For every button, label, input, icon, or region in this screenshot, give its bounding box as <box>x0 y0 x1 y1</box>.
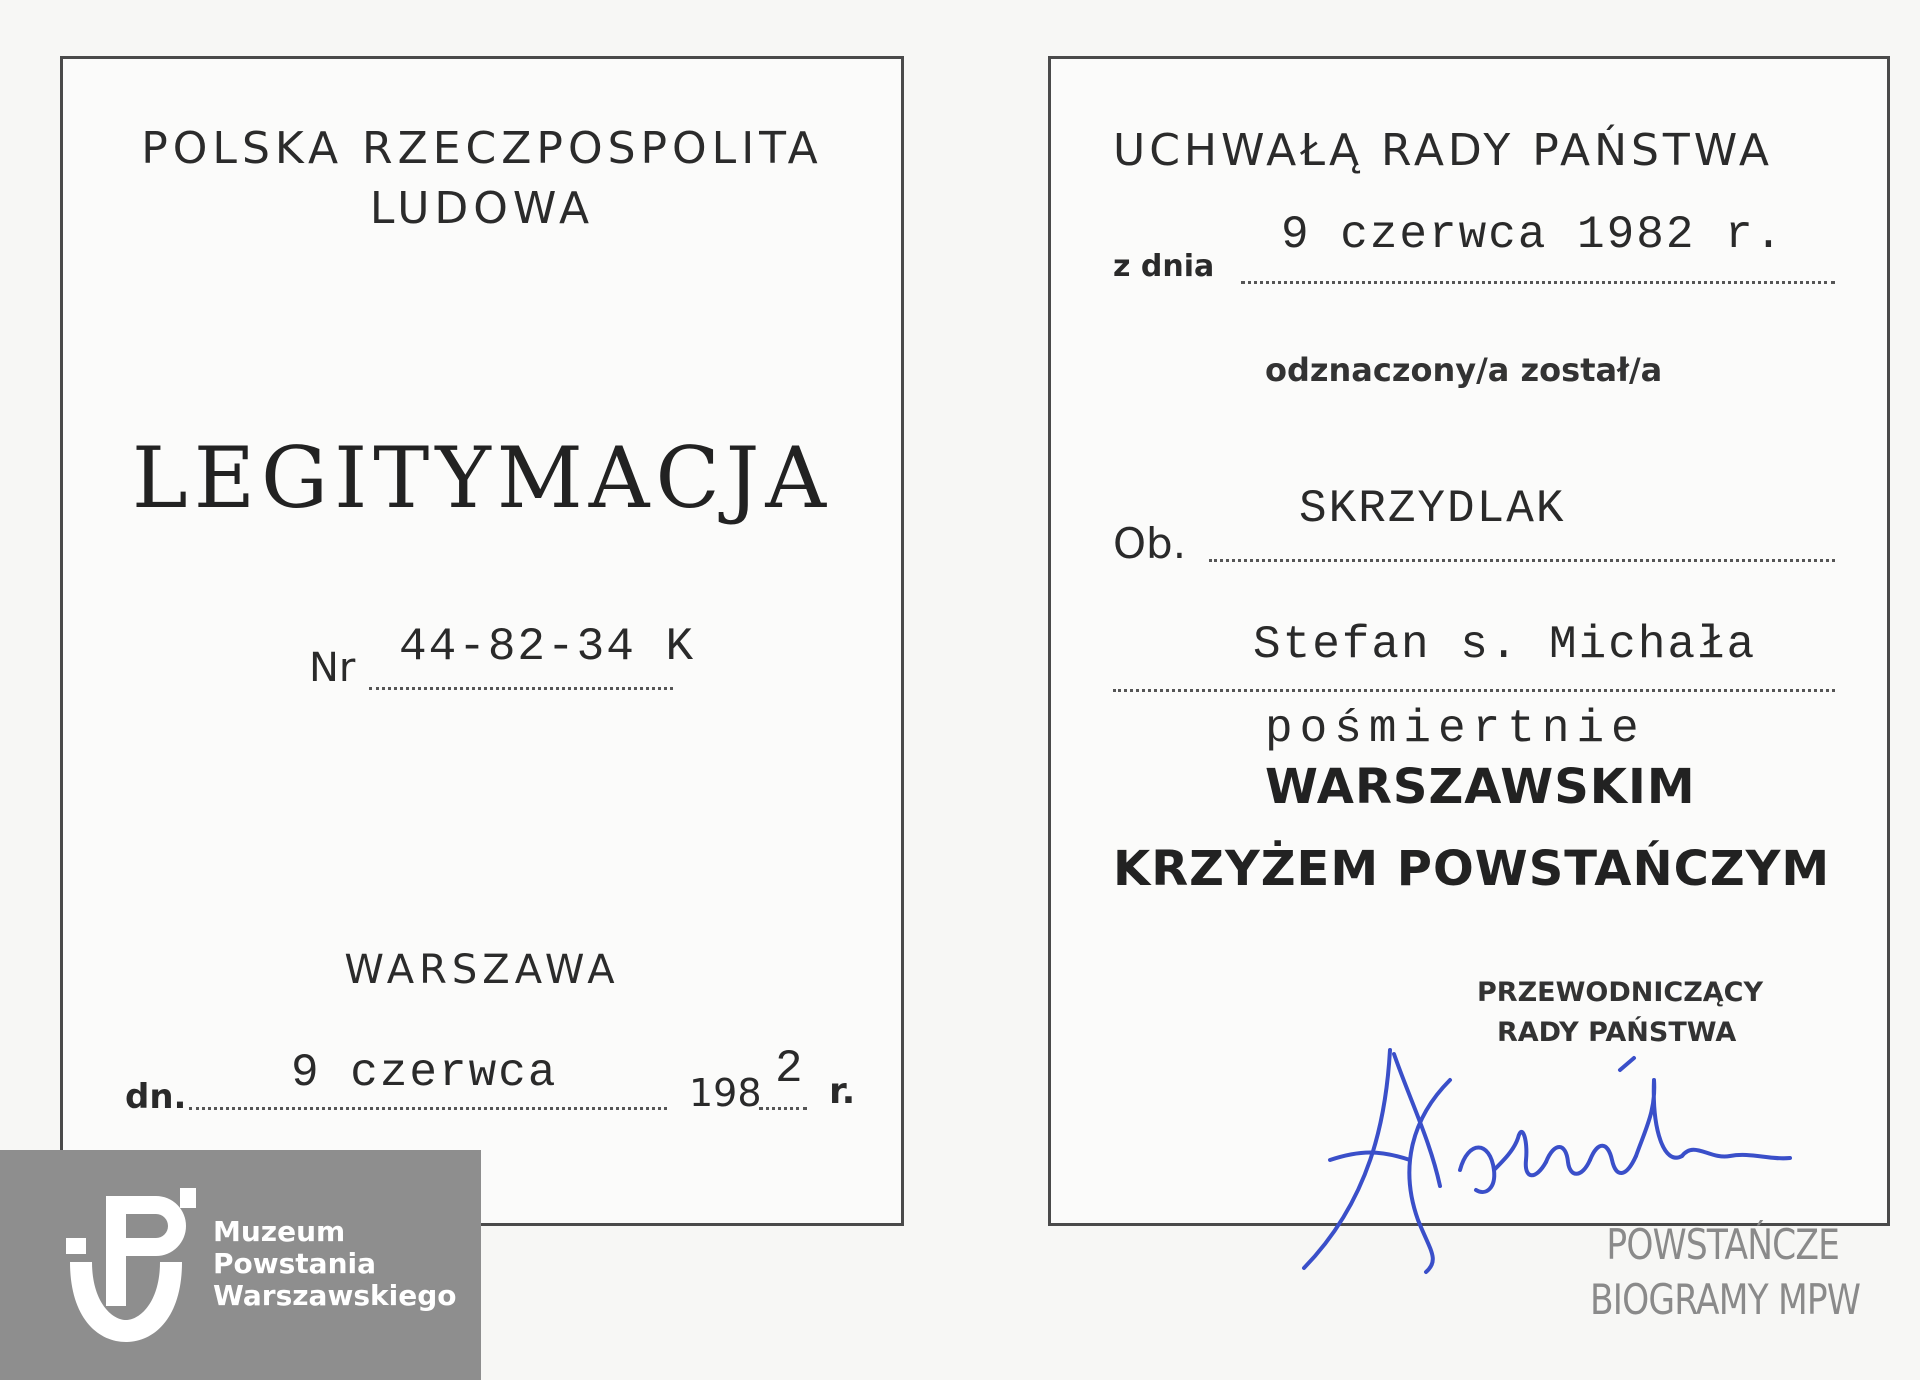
logo-line2: Powstania <box>213 1247 376 1280</box>
anchor-emblem-icon <box>58 1188 198 1348</box>
logo-line3: Warszawskiego <box>213 1279 457 1312</box>
resolution-header: UCHWAŁĄ RADY PAŃSTWA <box>1113 125 1773 176</box>
awarded-text: odznaczony/a został/a <box>1265 351 1663 389</box>
document-title: LEGITYMACJA <box>131 429 833 527</box>
given-name-dotted-line <box>1113 689 1835 692</box>
issuer-line2: LUDOWA <box>369 183 595 234</box>
surname: SKRZYDLAK <box>1299 483 1566 535</box>
year-dotted-line <box>759 1107 807 1110</box>
watermark-line2: BIOGRAMY MPW <box>1590 1275 1861 1324</box>
id-card-left-page <box>60 56 904 1226</box>
given-name: Stefan s. Michała <box>1253 619 1757 671</box>
award-line2: KRZYŻEM POWSTAŃCZYM <box>1113 841 1831 897</box>
resolution-date-value: 9 czerwca 1982 r. <box>1281 209 1785 261</box>
surname-dotted-line <box>1209 559 1835 562</box>
year-end: r. <box>829 1071 856 1112</box>
number-label: Nr <box>309 645 356 691</box>
date-value: 9 czerwca <box>291 1047 558 1099</box>
watermark <box>1590 1220 1860 1324</box>
watermark-line1: POWSTAŃCZE <box>1606 1220 1840 1269</box>
signatory-line2: RADY PAŃSTWA <box>1497 1017 1737 1048</box>
city: WARSZAWA <box>344 947 620 993</box>
date-dotted-line <box>189 1107 667 1110</box>
museum-logo <box>0 1150 481 1380</box>
resolution-date-dotted-line <box>1241 281 1835 284</box>
date-label: dn. <box>125 1077 187 1117</box>
number-value: 44-82-34 K <box>399 621 696 673</box>
year-prefix: 198 <box>689 1071 762 1115</box>
posthumous-note: pośmiertnie <box>1265 703 1646 755</box>
award-line1: WARSZAWSKIM <box>1265 759 1696 815</box>
number-dotted-line <box>369 687 673 690</box>
citizen-label: Ob. <box>1113 519 1187 568</box>
year-suffix: 2 <box>775 1043 805 1095</box>
logo-line1: Muzeum <box>213 1215 346 1248</box>
resolution-date-label: z dnia <box>1113 249 1215 284</box>
issuer-line1: POLSKA RZECZPOSPOLITA <box>141 123 823 174</box>
signatory-line1: PRZEWODNICZĄCY <box>1477 977 1764 1008</box>
